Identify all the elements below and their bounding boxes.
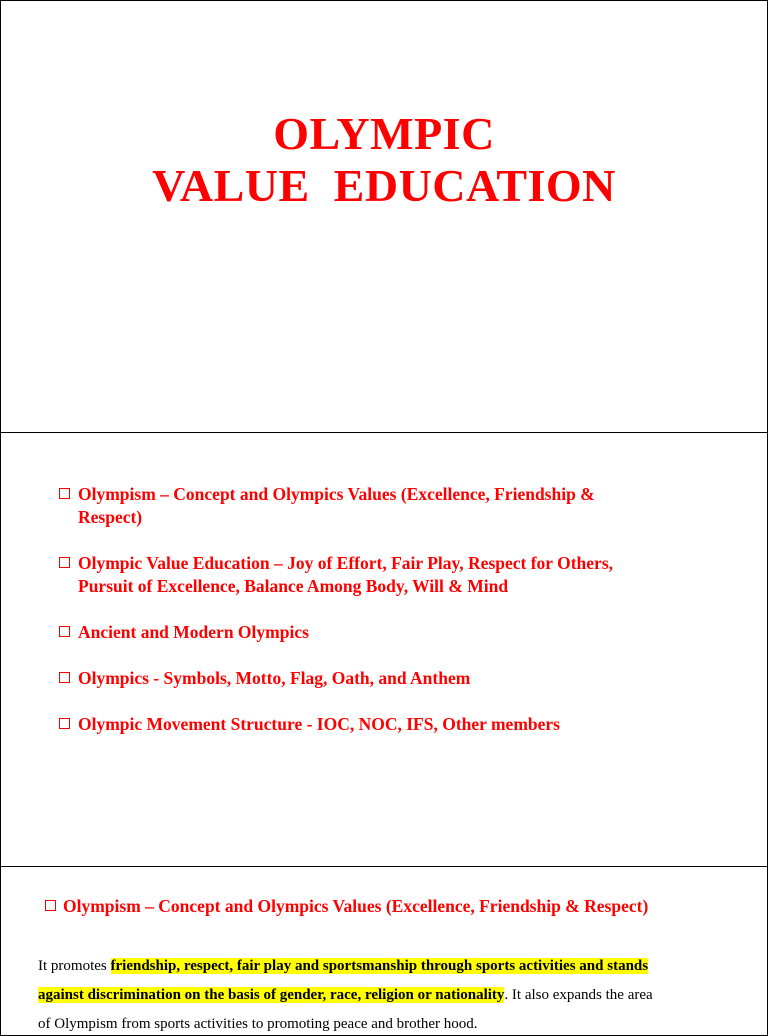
list-item-line: Respect) xyxy=(78,507,143,527)
title-line-1: OLYMPIC xyxy=(273,108,495,159)
slide-olympism xyxy=(0,866,768,1036)
list-item-line: Olympic Value Education – Joy of Effort, Fair Play, Respect for Others, xyxy=(78,553,614,573)
checkbox-bullet-icon xyxy=(59,488,70,499)
body-text: of Olympism from sports activities to promoting peace and brother hood. xyxy=(38,1016,478,1032)
body-text: . It also expands the area xyxy=(504,987,653,1003)
page-title xyxy=(1,108,767,212)
list-item-text xyxy=(78,552,613,598)
list-item xyxy=(59,667,699,690)
list-item xyxy=(59,621,699,644)
section-heading xyxy=(45,895,648,918)
checkbox-bullet-icon xyxy=(59,718,70,729)
checkbox-bullet-icon xyxy=(59,557,70,568)
list-item xyxy=(59,552,699,598)
body-paragraph xyxy=(38,952,718,1036)
body-text: It promotes xyxy=(38,958,111,974)
slide-title xyxy=(0,0,768,434)
slide-topics xyxy=(0,432,768,868)
list-item-text: Ancient and Modern Olympics xyxy=(78,622,309,642)
list-item xyxy=(59,483,699,529)
list-item-line: Pursuit of Excellence, Balance Among Body, Will & Mind xyxy=(78,576,509,596)
highlighted-text: against discrimination on the basis of gender, race, religion or nationality xyxy=(38,987,505,1003)
checkbox-bullet-icon xyxy=(59,626,70,637)
title-line-2: VALUE EDUCATION xyxy=(152,160,616,211)
list-item-text: Olympic Movement Structure - IOC, NOC, IFS, Other members xyxy=(78,714,560,734)
list-item xyxy=(59,713,699,736)
list-item-line: Olympism – Concept and Olympics Values (Excellence, Friendship & xyxy=(78,484,595,504)
section-heading-text: Olympism – Concept and Olympics Values (Excellence, Friendship & Respect) xyxy=(63,896,649,916)
highlighted-text: friendship, respect, fair play and sportsmanship through sports activities and stands xyxy=(110,958,649,974)
checkbox-bullet-icon xyxy=(45,900,56,911)
list-item-text xyxy=(78,483,595,529)
list-item-text: Olympics - Symbols, Motto, Flag, Oath, and Anthem xyxy=(78,668,471,688)
checkbox-bullet-icon xyxy=(59,672,70,683)
topic-list xyxy=(59,483,699,759)
